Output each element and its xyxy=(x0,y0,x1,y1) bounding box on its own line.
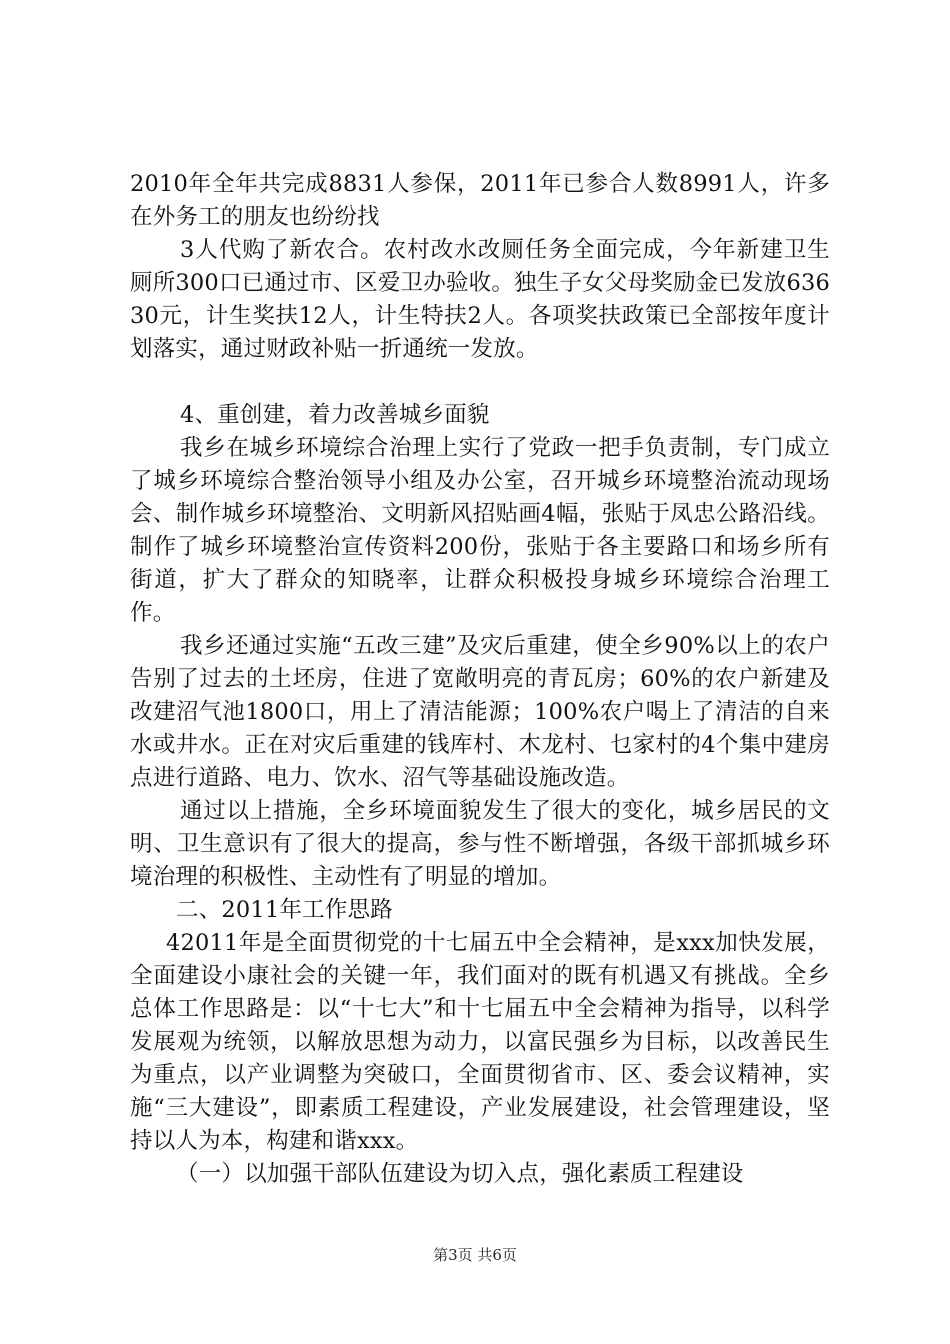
paragraph-rural-improvements: 3人代购了新农合。农村改水改厕任务全面完成，今年新建卫生厕所300口已通过市、区爱卫办验收。独生子女父母奖励金已发放63630元，计生奖扶12人，计生特扶2人。各项奖扶政策已全部按年度计划落实，通过财政补贴一折通统一发放。 xyxy=(130,237,830,362)
paragraph-2011-thinking: 42011年是全面贯彻党的十七届五中全会精神，是xxx加快发展，全面建设小康社会的关键一年，我们面对的既有机遇又有挑战。全乡总体工作思路是：以“十七大”和十七届五中全会精神为指导，以科学发展观为统领，以解放思想为动力，以富民强乡为目标，以改善民生为重点，以产业调整为突破口，全面贯彻省市、区、委会议精神，实施“三大建设”，即素质工程建设，产业发展建设，社会管理建设，坚持以人为本，构建和谐xxx。 xyxy=(130,930,830,1154)
section-heading-2011-plan: 二、2011年工作思路 xyxy=(176,897,393,923)
paragraph-reconstruction: 我乡还通过实施“五改三建”及灾后重建，使全乡90%以上的农户告别了过去的土坯房，住进了宽敞明亮的青瓦房；60%的农户新建及改建沼气池1800口，用上了清洁能源；100%农户喝上了清洁的自来水或井水。正在对灾后重建的钱库村、木龙村、乜家村的4个集中建房点进行道路、电力、饮水、沼气等基础设施改造。 xyxy=(130,633,830,791)
paragraph-environment-governance: 我乡在城乡环境综合治理上实行了党政一把手负责制，专门成立了城乡环境综合整治领导小组及办公室，召开城乡环境整治流动现场会、制作城乡环境整治、文明新风招贴画4幅，张贴于凤忠公路沿线。制作了城乡环境整治宣传资料200份，张贴于各主要路口和场乡所有街道，扩大了群众的知晓率，让群众积极投身城乡环境综合治理工作。 xyxy=(130,435,830,626)
section-heading-creation: 4、重创建，着力改善城乡面貌 xyxy=(180,402,490,428)
paragraph-insurance-stats: 2010年全年共完成8831人参保，2011年已参合人数8991人，许多在外务工的朋友也纷纷找 xyxy=(130,171,830,230)
paragraph-results: 通过以上措施，全乡环境面貌发生了很大的变化，城乡居民的文明、卫生意识有了很大的提高，参与性不断增强，各级干部抓城乡环境治理的积极性、主动性有了明显的增加。 xyxy=(130,798,830,890)
page-footer: 第3页 共6页 xyxy=(433,1246,517,1264)
paragraph-gap xyxy=(130,366,830,399)
subsection-heading-cadre: （一）以加强干部队伍建设为切入点，强化素质工程建设 xyxy=(176,1161,744,1187)
document-body xyxy=(130,168,830,1191)
